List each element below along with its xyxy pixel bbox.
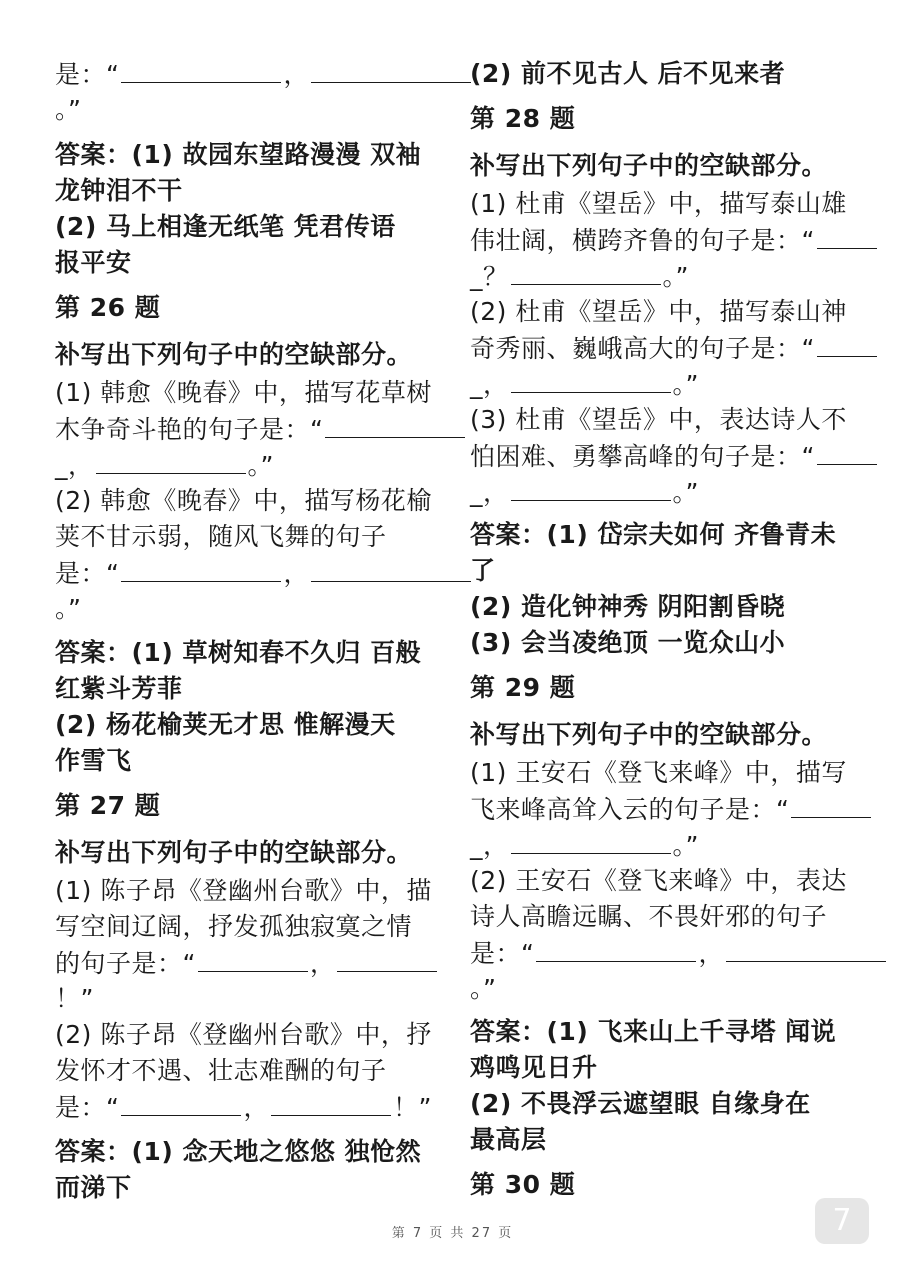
answer-27-1: 答案：(1) 念天地之悠悠 独怆然 (55, 1137, 422, 1166)
answer-29-2-cont: 最高层 (470, 1125, 547, 1154)
question-28-3: (3) 杜甫《望岳》中，表达诗人不 (470, 405, 847, 434)
question-26-1: (1) 韩愈《晚春》中，描写花草树 (55, 378, 432, 407)
question-27-1-end: ！” (55, 984, 94, 1013)
question-27-2-fill: 是：“ ， ！” (55, 1089, 432, 1125)
fill-line: 是：“ ， (55, 56, 473, 92)
answer-25-1: 答案：(1) 故园东望路漫漫 双袖 (55, 140, 422, 169)
answer-27-1-cont: 而涕下 (55, 1173, 132, 1202)
question-28-3-cont: 怕困难、勇攀高峰的句子是：“ (470, 438, 879, 474)
blank (271, 1089, 391, 1116)
question-27-title: 第 27 题 (55, 791, 161, 820)
question-26-1-cont: 木争奇斗艳的句子是：“ (55, 411, 467, 447)
answer-29-2: (2) 不畏浮云遮望眼 自缘身在 (470, 1089, 811, 1118)
question-26-title: 第 26 题 (55, 293, 161, 322)
blank (96, 447, 246, 474)
blank (511, 366, 671, 393)
question-29-title: 第 29 题 (470, 673, 576, 702)
question-30-title: 第 30 题 (470, 1170, 576, 1199)
question-29-1: (1) 王安石《登飞来峰》中，描写 (470, 758, 847, 787)
question-26-1-fill: _， 。” (55, 447, 274, 483)
question-28-2-fill: _， 。” (470, 366, 699, 402)
question-28-title: 第 28 题 (470, 104, 576, 133)
page-number-badge[interactable]: 7 (815, 1198, 869, 1244)
blank (311, 555, 471, 582)
question-27-2-cont: 发怀才不遇、壮志难酬的句子 (55, 1056, 387, 1085)
question-29-2-cont: 诗人高瞻远瞩、不畏奸邪的句子 (470, 902, 828, 931)
blank (325, 411, 465, 438)
question-26-2-cont: 荚不甘示弱，随风飞舞的句子 (55, 522, 387, 551)
answer-25-2-cont: 报平安 (55, 248, 132, 277)
question-26-intro: 补写出下列句子中的空缺部分。 (55, 340, 413, 369)
answer-26-1: 答案：(1) 草树知春不久归 百般 (55, 638, 422, 667)
answer-29-1-cont: 鸡鸣见日升 (470, 1053, 598, 1082)
question-27-1: (1) 陈子昂《登幽州台歌》中，描 (55, 876, 432, 905)
blank (511, 474, 671, 501)
answer-26-2-cont: 作雪飞 (55, 746, 132, 775)
blank (121, 1089, 241, 1116)
blank (337, 945, 437, 972)
answer-26-2: (2) 杨花榆荚无才思 惟解漫天 (55, 710, 396, 739)
answer-27-2: (2) 前不见古人 后不见来者 (470, 59, 786, 88)
question-29-1-fill: _， 。” (470, 827, 699, 863)
blank (121, 555, 281, 582)
question-28-1: (1) 杜甫《望岳》中，描写泰山雄 (470, 189, 847, 218)
question-27-1-fill: 的句子是：“ ， (55, 945, 439, 981)
question-28-1-fill: _？ 。” (470, 258, 689, 294)
question-28-intro: 补写出下列句子中的空缺部分。 (470, 151, 828, 180)
question-26-2-fill: 是：“ ， (55, 555, 473, 591)
question-28-2: (2) 杜甫《望岳》中，描写泰山神 (470, 297, 847, 326)
question-26-2-end: 。” (55, 594, 82, 623)
question-27-intro: 补写出下列句子中的空缺部分。 (55, 838, 413, 867)
question-29-1-cont: 飞来峰高耸入云的句子是：“ (470, 791, 873, 827)
answer-25-1-cont: 龙钟泪不干 (55, 176, 183, 205)
blank (817, 330, 877, 357)
blank (311, 56, 471, 83)
answer-25-2: (2) 马上相逢无纸笔 凭君传语 (55, 212, 396, 241)
question-27-1-cont: 写空间辽阔，抒发孤独寂寞之情 (55, 912, 413, 941)
answer-28-3: (3) 会当凌绝顶 一览众山小 (470, 628, 786, 657)
blank (511, 827, 671, 854)
question-28-3-fill: _， 。” (470, 474, 699, 510)
answer-28-1: 答案：(1) 岱宗夫如何 齐鲁青未 (470, 520, 837, 549)
blank (536, 935, 696, 962)
question-29-2-end: 。” (470, 974, 497, 1003)
answer-28-1-cont: 了 (470, 556, 496, 585)
blank (511, 258, 661, 285)
question-29-2-fill: 是：“ ， (470, 935, 888, 971)
blank (121, 56, 281, 83)
fill-line: 。” (55, 95, 82, 124)
page-footer: 第 7 页 共 27 页 (391, 1226, 514, 1241)
question-29-intro: 补写出下列句子中的空缺部分。 (470, 720, 828, 749)
answer-28-2: (2) 造化钟神秀 阴阳割昏晓 (470, 592, 786, 621)
blank (817, 438, 877, 465)
blank (726, 935, 886, 962)
question-28-2-cont: 奇秀丽、巍峨高大的句子是：“ (470, 330, 879, 366)
question-28-1-cont: 伟壮阔，横跨齐鲁的句子是：“ (470, 222, 879, 258)
blank (198, 945, 308, 972)
question-29-2: (2) 王安石《登飞来峰》中，表达 (470, 866, 847, 895)
question-27-2: (2) 陈子昂《登幽州台歌》中，抒 (55, 1020, 432, 1049)
answer-29-1: 答案：(1) 飞来山上千寻塔 闻说 (470, 1017, 837, 1046)
blank (817, 222, 877, 249)
answer-26-1-cont: 红紫斗芳菲 (55, 674, 183, 703)
blank (791, 791, 871, 818)
question-26-2: (2) 韩愈《晚春》中，描写杨花榆 (55, 486, 432, 515)
